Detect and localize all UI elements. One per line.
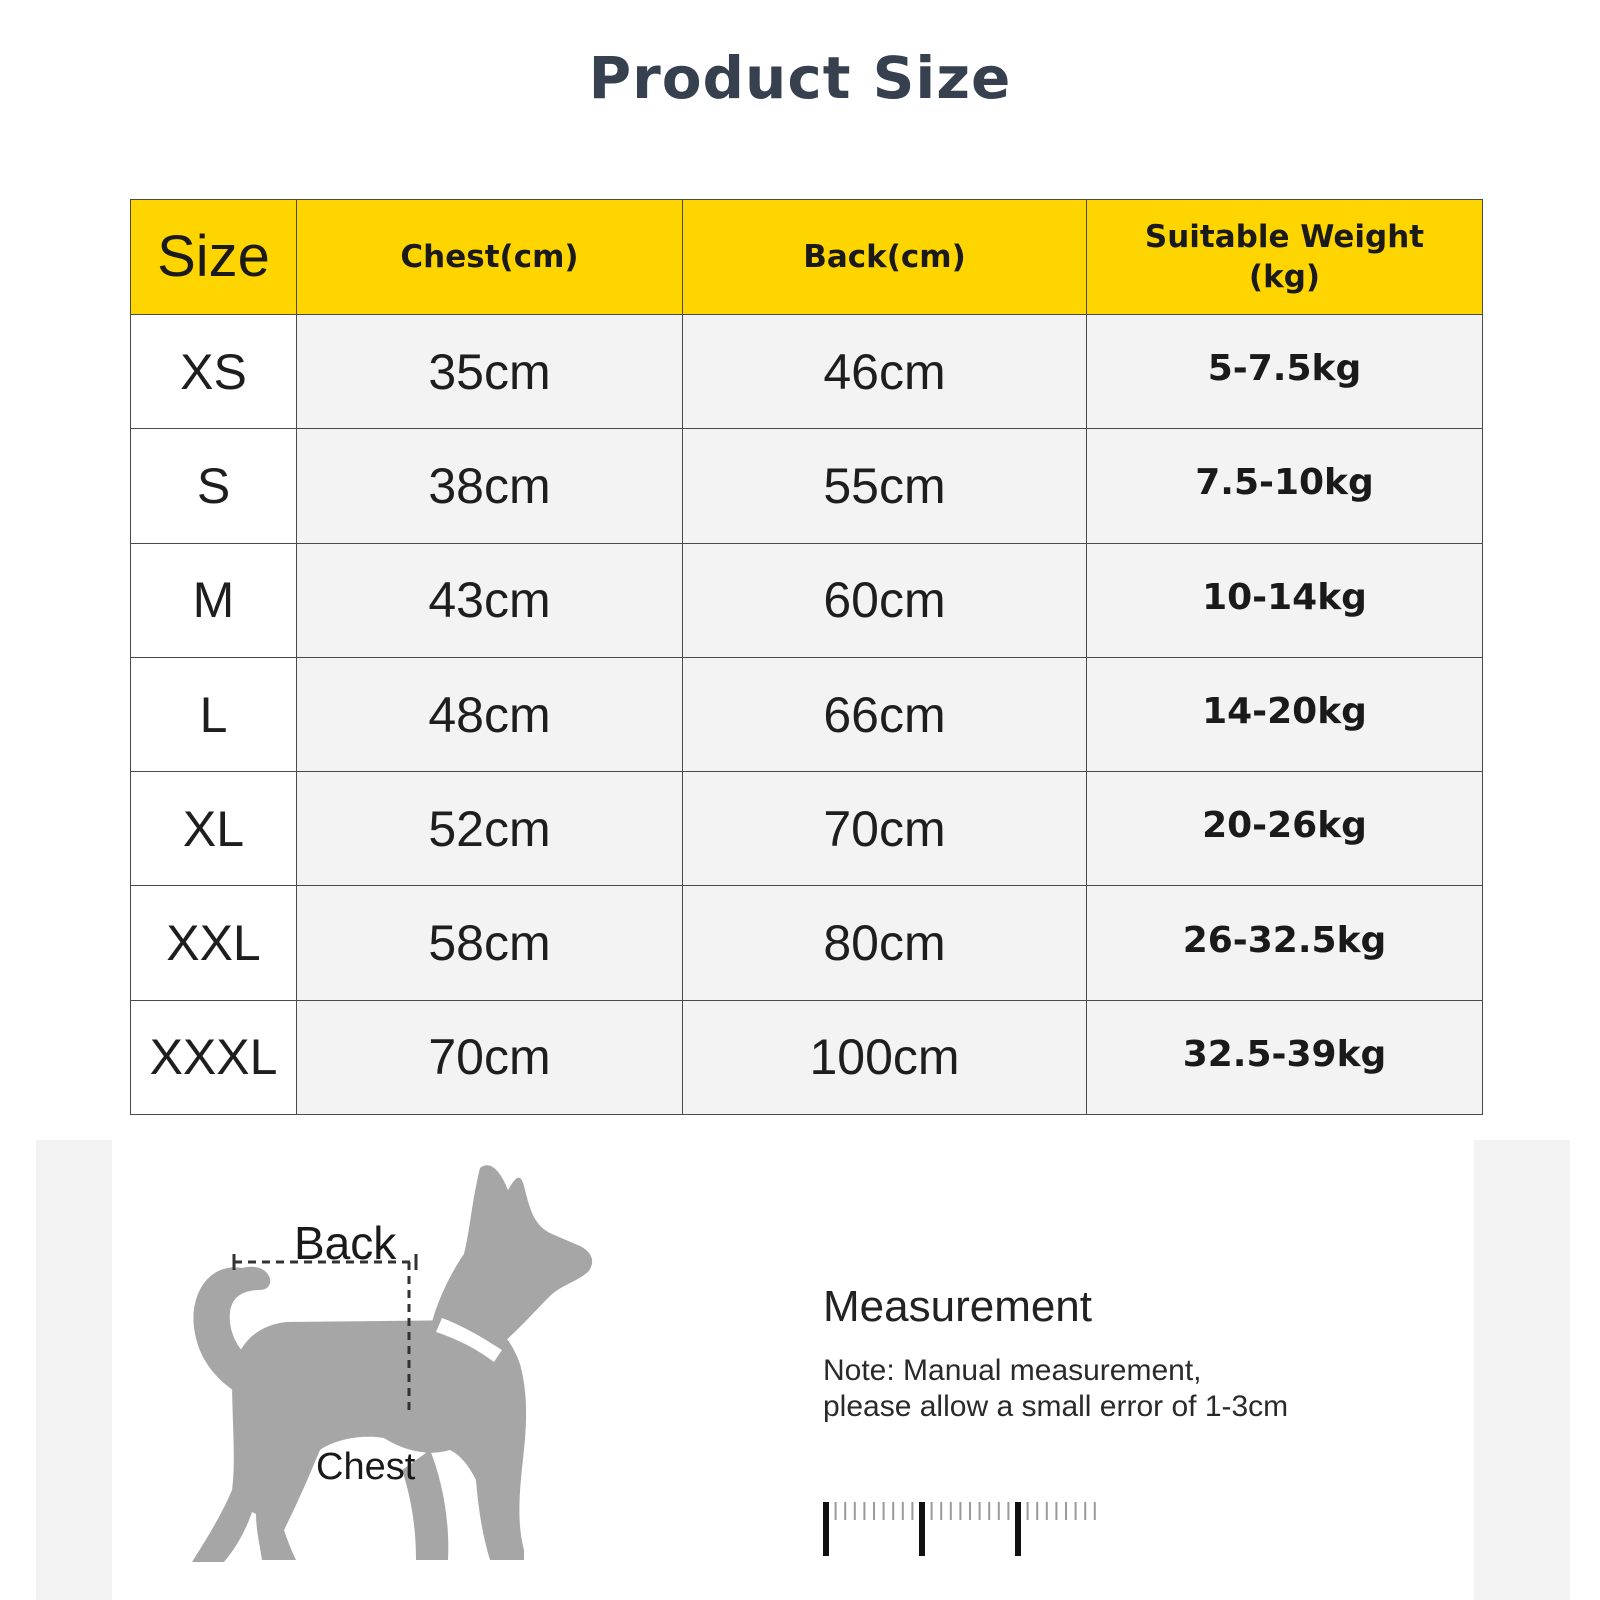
cell-weight: 26-32.5kg xyxy=(1087,886,1483,1000)
cell-size: L xyxy=(131,657,297,771)
table-row xyxy=(131,657,1483,771)
page-title: Product Size xyxy=(588,44,1012,112)
header-weight-line2: (kg) xyxy=(1248,259,1321,295)
cell-back: 60cm xyxy=(683,543,1087,657)
header-chest: Chest(cm) xyxy=(297,200,683,315)
measurement-note-line1: Note: Manual measurement, xyxy=(823,1354,1202,1387)
cell-back: 70cm xyxy=(683,772,1087,886)
header-back: Back(cm) xyxy=(683,200,1087,315)
panel-edge-left xyxy=(36,1140,112,1600)
cell-size: XXL xyxy=(131,886,297,1000)
panel-edge-right xyxy=(1474,1140,1570,1600)
cell-back: 80cm xyxy=(683,886,1087,1000)
ruler-icon xyxy=(822,1500,1112,1560)
cell-chest: 35cm xyxy=(297,315,683,429)
cell-size: XL xyxy=(131,772,297,886)
header-size: Size xyxy=(131,200,297,315)
table-row xyxy=(131,772,1483,886)
cell-back: 100cm xyxy=(683,1000,1087,1114)
back-label: Back xyxy=(294,1217,397,1269)
dog-head-shape xyxy=(432,1165,592,1344)
dog-body-shape xyxy=(192,1320,526,1562)
measurement-note xyxy=(823,1353,1383,1425)
cell-back: 46cm xyxy=(683,315,1087,429)
dog-silhouette-icon xyxy=(180,1150,630,1600)
size-table xyxy=(130,199,1483,1115)
measurement-note-line2: please allow a small error of 1-3cm xyxy=(823,1390,1289,1423)
table-header-row xyxy=(131,200,1483,315)
measurement-title: Measurement xyxy=(823,1282,1093,1331)
header-weight xyxy=(1087,200,1483,315)
header-weight-line1: Suitable Weight xyxy=(1144,218,1425,255)
cell-weight: 20-26kg xyxy=(1087,772,1483,886)
table-row xyxy=(131,1000,1483,1114)
table-row xyxy=(131,429,1483,543)
cell-weight: 5-7.5kg xyxy=(1087,315,1483,429)
chest-label: Chest xyxy=(316,1446,416,1488)
cell-weight: 10-14kg xyxy=(1087,543,1483,657)
cell-size: M xyxy=(131,543,297,657)
cell-chest: 38cm xyxy=(297,429,683,543)
table-row xyxy=(131,543,1483,657)
table-row xyxy=(131,315,1483,429)
cell-chest: 52cm xyxy=(297,772,683,886)
cell-chest: 70cm xyxy=(297,1000,683,1114)
cell-weight: 7.5-10kg xyxy=(1087,429,1483,543)
cell-size: XS xyxy=(131,315,297,429)
cell-chest: 48cm xyxy=(297,657,683,771)
cell-size: XXXL xyxy=(131,1000,297,1114)
cell-chest: 43cm xyxy=(297,543,683,657)
cell-back: 66cm xyxy=(683,657,1087,771)
cell-back: 55cm xyxy=(683,429,1087,543)
cell-size: S xyxy=(131,429,297,543)
table-row xyxy=(131,886,1483,1000)
cell-weight: 32.5-39kg xyxy=(1087,1000,1483,1114)
cell-chest: 58cm xyxy=(297,886,683,1000)
cell-weight: 14-20kg xyxy=(1087,657,1483,771)
